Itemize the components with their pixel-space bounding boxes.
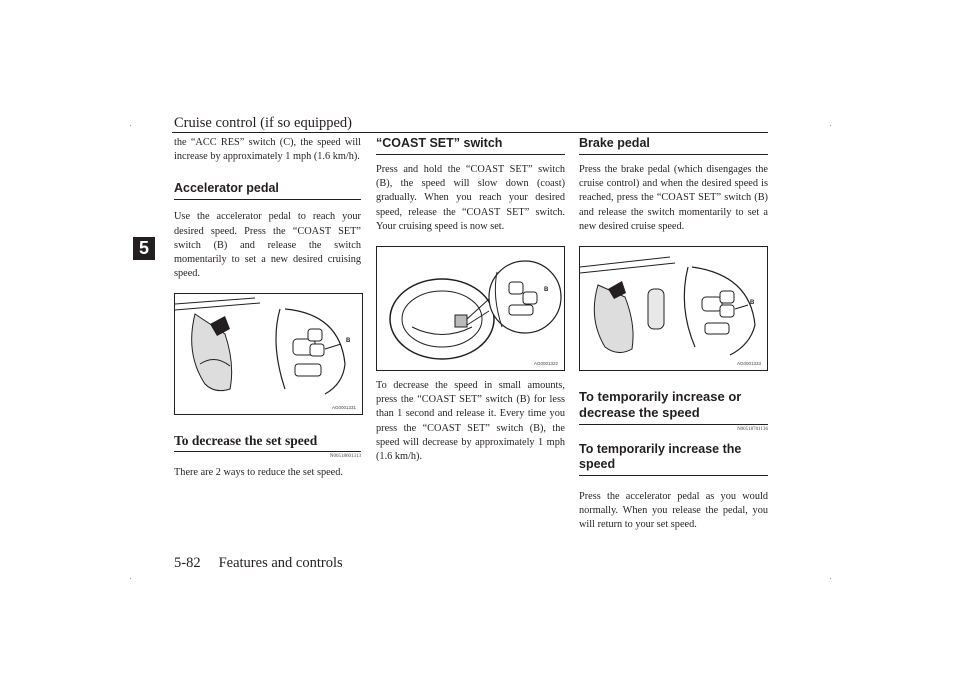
brake-pedal-text: Press the brake pedal (which disengages the cruise control) and when the desired speed is reached, press the “COAST SET” switch (B) and release the switch momentarily to set a new desired cruise speed. [579,164,768,232]
footer-section-title: Features and controls [218,555,343,571]
column-1 [174,136,361,481]
figure-callout-b: B [750,300,755,307]
section-code: N00518701136 [737,427,768,433]
crop-mark [830,125,831,126]
crop-mark [830,578,831,579]
coast-set-text-2: To decrease the speed in small amounts, press the “COAST SET” switch (B) for less than 1 second and release it. Every time you press the “COAST SET” switch (B), the speed will decrease by approximately 1 mph (1.6 km/h). [376,380,565,463]
accelerator-pedal-text: Use the accelerator pedal to reach your desired speed. Press the “COAST SET” switch (B) and release the switch momentarily to set a new desired cruising speed. [174,211,361,280]
page-number: 5-82 [174,555,201,571]
intro-paragraph: the “ACC RES” switch (C), the speed will increase by approximately 1 mph (1.6 km/h). [174,137,361,163]
figure-callout-b: B [346,338,351,345]
section-heading-temporarily-increase-decrease: To temporarily increase or decrease the speed [579,389,768,425]
crop-mark [130,125,131,126]
figure-coast-set [376,246,565,371]
decrease-speed-text: There are 2 ways to reduce the set speed. [174,467,343,479]
coast-set-text-1: Press and hold the “COAST SET” switch (B), the speed will slow down (coast) gradually. When you reach your desired speed, release the “COAST SET” switch. Your cruising speed is now set. [376,164,565,232]
figure-callout-b: B [544,287,549,294]
figure-brake-pedal [579,246,768,371]
section-heading-decrease-speed: To decrease the set speed [174,433,361,452]
section-heading-temporarily-increase: To temporarily increase the speed [579,442,768,476]
section-code: N00518601313 [329,454,361,460]
crop-mark [130,578,131,579]
steering-wheel-illustration [377,247,564,370]
section-heading-coast-set: “COAST SET” switch [376,136,565,155]
figure-code: AG0001331 [331,405,356,411]
brake-pedal-illustration [580,247,767,370]
page-footer [174,555,361,572]
section-heading-accelerator-pedal: Accelerator pedal [174,181,361,200]
column-2 [376,136,565,464]
header-rule [172,132,768,133]
page-header-title: Cruise control (if so equipped) [174,115,352,131]
temporarily-increase-text: Press the accelerator pedal as you would normally. When you release the pedal, you will return to your set speed. [579,491,768,531]
column-3 [579,136,768,533]
chapter-tab: 5 [133,237,155,260]
figure-code: AG0001322 [533,361,558,367]
section-heading-brake-pedal: Brake pedal [579,136,768,155]
figure-accelerator-pedal [174,293,363,415]
accelerator-steering-illustration [175,294,362,414]
figure-code: AG0001333 [736,361,761,367]
